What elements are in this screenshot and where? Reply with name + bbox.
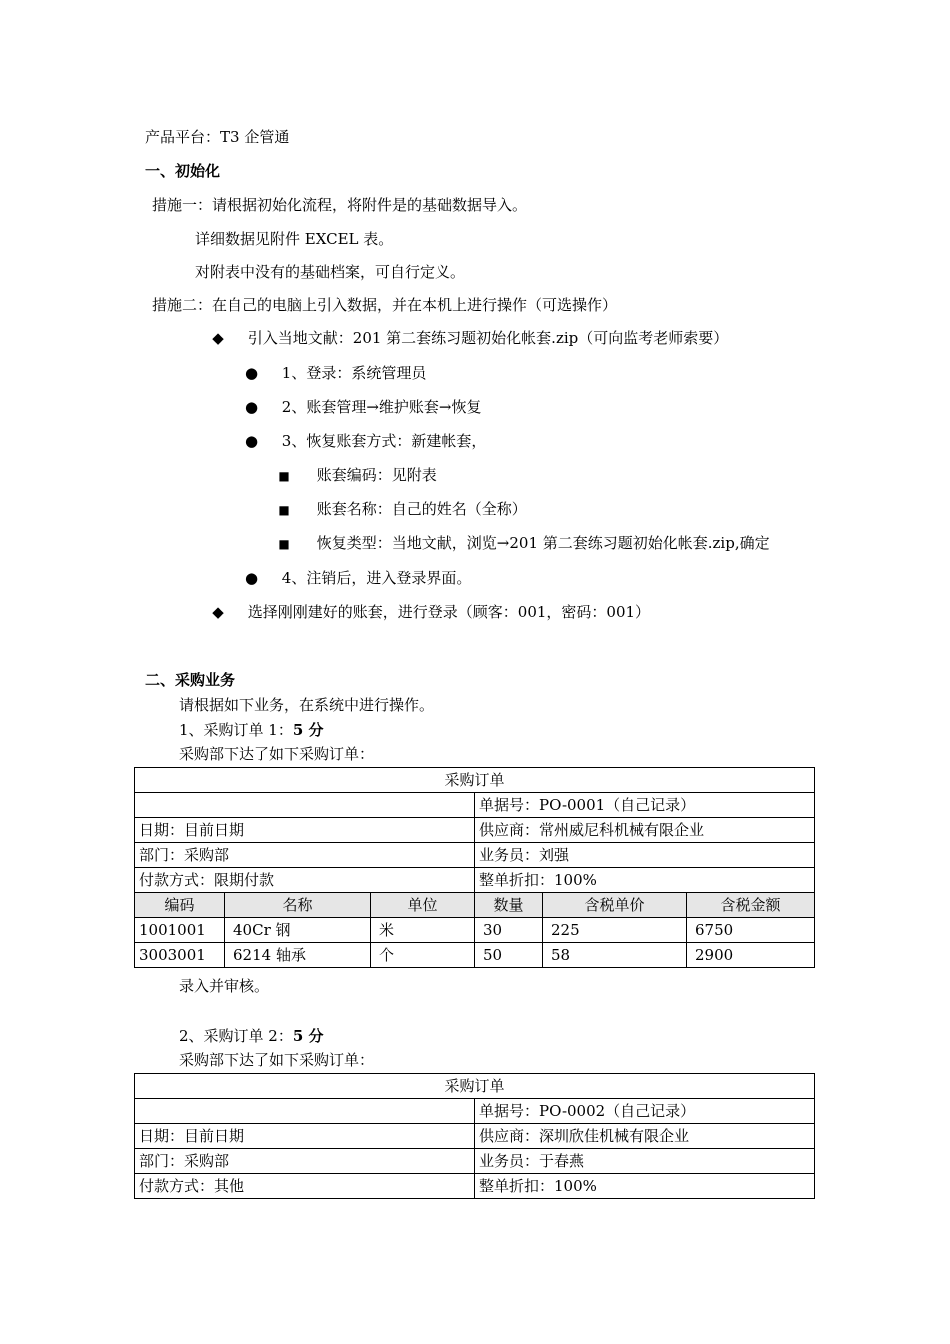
cell-name: 6214 轴承 <box>225 943 371 968</box>
dot-item-3-text: 3、恢复账套方式：新建帐套， <box>281 432 487 450</box>
dot-bullet-icon: ● <box>245 398 259 416</box>
square-item-3 <box>278 533 770 554</box>
cell-price: 58 <box>543 943 687 968</box>
order1-label: 1、采购订单 1： <box>179 721 293 739</box>
column-header: 含税单价 <box>543 893 687 918</box>
order2-payment: 付款方式：其他 <box>135 1174 475 1199</box>
order1-discount: 整单折扣：100% <box>475 868 815 893</box>
square-bullet-icon: ■ <box>278 469 290 483</box>
section1-title: 一、初始化 <box>145 162 221 180</box>
section2-intro: 请根据如下业务，在系统中进行操作。 <box>179 696 435 714</box>
dot-bullet-icon: ● <box>245 569 259 587</box>
square-item-2-text: 账套名称：自己的姓名（全称） <box>316 500 527 518</box>
cell-qty: 50 <box>475 943 543 968</box>
dot-item-1 <box>245 363 426 383</box>
measure1-detail-a: 详细数据见附件 EXCEL 表。 <box>195 230 394 248</box>
square-bullet-icon: ■ <box>278 537 290 551</box>
order2-score: 5 分 <box>292 1027 324 1045</box>
order2-dept: 部门：采购部 <box>135 1149 475 1174</box>
order2-description: 采购部下达了如下采购订单： <box>179 1051 375 1069</box>
table-row <box>135 918 815 943</box>
diamond-item-1 <box>212 328 728 348</box>
measure1: 措施一：请根据初始化流程，将附件是的基础数据导入。 <box>152 196 528 214</box>
dot-item-2 <box>245 397 481 417</box>
column-header: 编码 <box>135 893 225 918</box>
diamond-item-1-text: 引入当地文献：201 第二套练习题初始化帐套.zip（可向监考老师索要） <box>247 329 729 347</box>
square-item-1-text: 账套编码：见附表 <box>316 466 437 484</box>
cell-unit: 个 <box>371 943 475 968</box>
order1-date: 日期：目前日期 <box>135 818 475 843</box>
order1-blank-cell <box>135 793 475 818</box>
cell-unit: 米 <box>371 918 475 943</box>
diamond-bullet-icon: ◆ <box>212 603 224 621</box>
platform-line: 产品平台：T3 企管通 <box>145 128 290 146</box>
order2-discount: 整单折扣：100% <box>475 1174 815 1199</box>
cell-amount: 2900 <box>687 943 815 968</box>
order2-date: 日期：目前日期 <box>135 1124 475 1149</box>
measure1-detail-b: 对附表中没有的基础档案，可自行定义。 <box>195 263 466 281</box>
square-item-2 <box>278 499 527 520</box>
measure2: 措施二：在自己的电脑上引入数据，并在本机上进行操作（可选操作） <box>152 296 618 314</box>
table-row <box>135 943 815 968</box>
cell-qty: 30 <box>475 918 543 943</box>
purchase-order-2-table <box>134 1073 815 1199</box>
dot-item-4 <box>245 568 471 588</box>
column-header: 含税金额 <box>687 893 815 918</box>
diamond-bullet-icon: ◆ <box>212 329 224 347</box>
dot-bullet-icon: ● <box>245 432 259 450</box>
order1-dept: 部门：采购部 <box>135 843 475 868</box>
column-header: 名称 <box>225 893 371 918</box>
cell-code: 1001001 <box>135 918 225 943</box>
cell-code: 3003001 <box>135 943 225 968</box>
order1-supplier: 供应商：常州威尼科机械有限企业 <box>475 818 815 843</box>
order2-blank-cell <box>135 1099 475 1124</box>
order1-heading <box>179 720 324 740</box>
order1-score: 5 分 <box>292 721 324 739</box>
order2-title: 采购订单 <box>135 1074 815 1099</box>
square-item-3-text: 恢复类型：当地文献，浏览→201 第二套练习题初始化帐套.zip,确定 <box>316 534 770 552</box>
dot-item-4-text: 4、注销后，进入登录界面。 <box>281 569 472 587</box>
column-header: 单位 <box>371 893 475 918</box>
dot-item-3 <box>245 431 486 451</box>
dot-bullet-icon: ● <box>245 364 259 382</box>
dot-item-2-text: 2、账套管理→维护账套→恢复 <box>281 398 482 416</box>
section2-title: 二、采购业务 <box>145 671 236 689</box>
purchase-order-1-table <box>134 767 815 968</box>
square-bullet-icon: ■ <box>278 503 290 517</box>
cell-amount: 6750 <box>687 918 815 943</box>
order1-description: 采购部下达了如下采购订单： <box>179 745 375 763</box>
order2-doc-no: 单据号：PO-0002（自己记录） <box>475 1099 815 1124</box>
diamond-item-2-text: 选择刚刚建好的账套，进行登录（顾客：001，密码：001） <box>247 603 651 621</box>
order1-title: 采购订单 <box>135 768 815 793</box>
order2-heading <box>179 1026 324 1046</box>
order1-header-row <box>135 893 815 918</box>
order2-supplier: 供应商：深圳欣佳机械有限企业 <box>475 1124 815 1149</box>
diamond-item-2 <box>212 602 650 622</box>
order1-after: 录入并审核。 <box>179 977 270 995</box>
cell-name: 40Cr 钢 <box>225 918 371 943</box>
order1-doc-no: 单据号：PO-0001（自己记录） <box>475 793 815 818</box>
order1-staff: 业务员：刘强 <box>475 843 815 868</box>
order2-staff: 业务员：于春燕 <box>475 1149 815 1174</box>
dot-item-1-text: 1、登录：系统管理员 <box>281 364 427 382</box>
cell-price: 225 <box>543 918 687 943</box>
order1-payment: 付款方式：限期付款 <box>135 868 475 893</box>
column-header: 数量 <box>475 893 543 918</box>
order2-label: 2、采购订单 2： <box>179 1027 293 1045</box>
square-item-1 <box>278 465 437 486</box>
